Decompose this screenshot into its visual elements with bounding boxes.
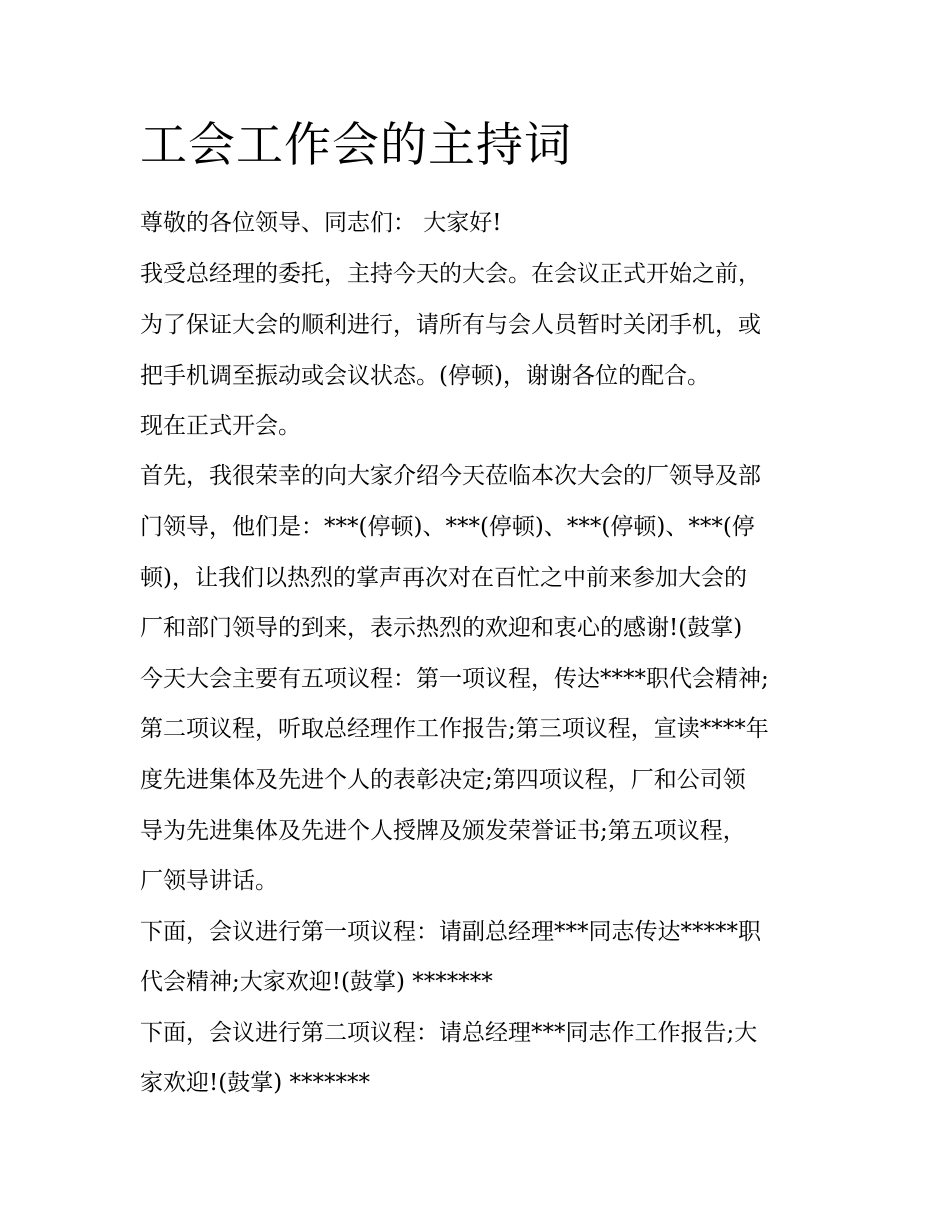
text-line: 顿)，让我们以热烈的掌声再次对在百忙之中前来参加大会的	[140, 565, 747, 591]
text-line: 厂和部门领导的到来，表示热烈的欢迎和衷心的感谢!(鼓掌)	[140, 615, 743, 641]
text-line: 下面，会议进行第一项议程：请副总经理***同志传达*****职	[140, 919, 761, 945]
text-line: 今天大会主要有五项议程：第一项议程，传达****职代会精神;	[140, 666, 769, 692]
text-line: 首先，我很荣幸的向大家介绍今天莅临本次大会的厂领导及部	[140, 463, 761, 489]
text-line: 为了保证大会的顺利进行，请所有与会人员暂时关闭手机，或	[140, 312, 761, 338]
document-title: 工会工作会的主持词	[140, 118, 572, 173]
text-line: 第二项议程，听取总经理作工作报告;第三项议程，宣读****年	[140, 716, 769, 742]
text-line: 门领导，他们是：***(停顿)、***(停顿)、***(停顿)、***(停	[140, 514, 755, 540]
text-line: 家欢迎!(鼓掌) *******	[140, 1070, 370, 1096]
text-line: 现在正式开会。	[140, 413, 301, 439]
text-line: 度先进集体及先进个人的表彰决定;第四项议程，厂和公司领	[140, 767, 746, 793]
text-line: 导为先进集体及先进个人授牌及颁发荣誉证书;第五项议程，	[140, 818, 746, 844]
text-line: 我受总经理的委托，主持今天的大会。在会议正式开始之前，	[140, 261, 761, 287]
text-line: 把手机调至振动或会议状态。(停顿)，谢谢各位的配合。	[140, 363, 710, 389]
text-line-greeting: 尊敬的各位领导、同志们： 大家好!	[140, 210, 502, 236]
text-line: 厂领导讲话。	[140, 868, 278, 894]
text-line: 代会精神;大家欢迎!(鼓掌) *******	[140, 969, 493, 995]
text-line: 下面，会议进行第二项议程：请总经理***同志作工作报告;大	[140, 1020, 758, 1046]
